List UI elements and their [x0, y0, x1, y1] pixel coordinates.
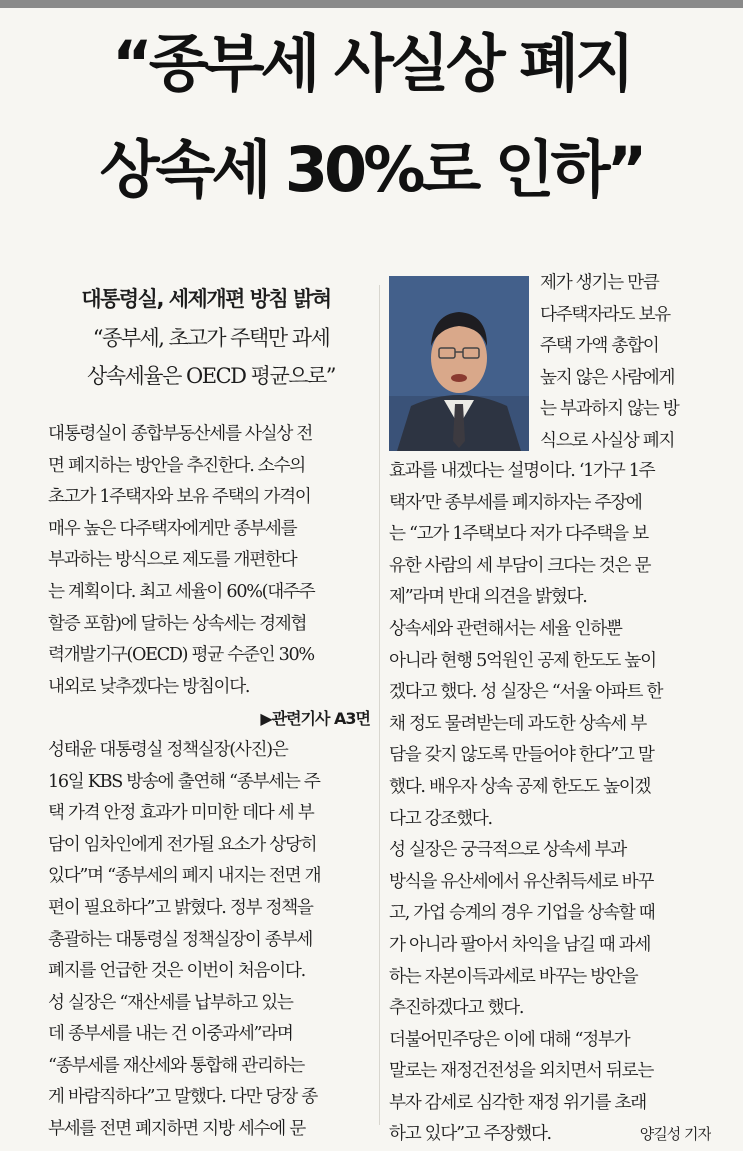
body-text: 제가 생기는 만큼	[540, 273, 659, 293]
body-text-line	[389, 1088, 711, 1120]
body-text-line	[389, 646, 711, 678]
body-text-line	[389, 456, 711, 488]
body-text: 력개발기구(OECD) 평균 수준인 30%	[48, 645, 314, 666]
body-text: 데 종부세를 내는 건 이중과세”라며	[48, 1024, 293, 1045]
body-text: 는 부과하지 않는 방	[540, 399, 679, 420]
body-text-line	[389, 867, 711, 899]
body-text-line	[48, 545, 370, 577]
body-text: 추진하겠다고 했다.	[389, 998, 524, 1019]
body-text: 있다”며 “종부세의 폐지 내지는 전면 개	[48, 866, 321, 887]
body-text: 담을 갖지 않도록 만들어야 한다”고 말	[389, 745, 654, 766]
body-text-line	[540, 331, 710, 363]
body-text: 초고가 1주택자와 보유 주택의 가격이	[48, 487, 311, 508]
body-text-line	[48, 956, 370, 988]
body-text-line	[48, 830, 370, 862]
subquote-line-2: 상속세율은 OECD 평균으로”	[86, 364, 336, 388]
body-text: 내외로 낮추겠다는 방침이다.	[48, 676, 250, 697]
body-text: 더불어민주당은 이에 대해 “정부가	[389, 1029, 630, 1050]
body-text-line	[540, 426, 710, 458]
body-text-line	[389, 804, 711, 836]
body-text: 성태윤 대통령실 정책실장(사진)은	[48, 739, 288, 760]
body-text: 게 바람직하다”고 말했다. 다만 당장 종	[48, 1087, 317, 1108]
body-text-line	[540, 300, 710, 332]
body-text-line	[389, 1056, 711, 1088]
body-text-line	[389, 740, 711, 772]
body-text: 택 가격 안정 효과가 미미한 데다 세 부	[48, 803, 314, 824]
body-text-line	[48, 988, 370, 1020]
body-text: 는 계획이다. 최고 세율이 60%(대주주	[48, 581, 315, 602]
body-text-line	[48, 1019, 370, 1051]
body-text: 는 “고가 1주택보다 저가 다주택을 보	[389, 524, 648, 545]
subquote-line-1: “종부세, 초고가 주택만 과세	[92, 326, 330, 350]
body-text: 담이 임차인에게 전가될 요소가 상당히	[48, 834, 317, 855]
body-text-line	[389, 677, 711, 709]
related-article-link[interactable]: ▶관련기사 A3면	[260, 709, 370, 729]
body-text: 다고 강조했다.	[389, 808, 492, 829]
body-text: 겠다고 했다. 성 실장은 “서울 아파트 한	[389, 682, 663, 703]
body-text: 총괄하는 대통령실 정책실장이 종부세	[48, 929, 313, 950]
body-text: 성 실장은 “재산세를 납부하고 있는	[48, 992, 293, 1013]
body-text-line	[48, 609, 370, 641]
body-text: 16일 KBS 방송에 출연해 “종부세는 주	[48, 771, 320, 792]
body-text-line	[540, 363, 710, 395]
body-text-line	[48, 514, 370, 546]
body-text-line	[48, 419, 370, 451]
body-text: 주택 가액 총합이	[540, 336, 659, 357]
body-text-line	[389, 1025, 711, 1057]
body-text-line	[389, 898, 711, 930]
body-text: 다주택자라도 보유	[540, 304, 670, 325]
body-text: 말로는 재정건전성을 외치면서 뒤로는	[389, 1061, 654, 1082]
body-text-line	[48, 735, 370, 767]
body-text-line	[48, 925, 370, 957]
headline-line-1: “종부세 사실상 폐지	[111, 27, 632, 100]
body-text: 성 실장은 궁극적으로 상속세 부과	[389, 840, 626, 861]
body-text: 상속세와 관련해서는 세율 인하뿐	[389, 618, 622, 639]
body-text-line	[540, 394, 710, 426]
body-text: 부자 감세로 심각한 재정 위기를 초래	[389, 1092, 646, 1113]
body-text: 택자’만 종부세를 폐지하자는 주장에	[389, 492, 642, 513]
right-column	[389, 456, 711, 1151]
body-text-line	[389, 582, 711, 614]
body-text: 매우 높은 다주택자에게만 종부세를	[48, 518, 297, 539]
body-text-line	[48, 1051, 370, 1083]
body-text-line	[389, 962, 711, 994]
body-text: 부과하는 방식으로 제도를 개편한다	[48, 550, 297, 571]
body-text: 편이 필요하다”고 밝혔다. 정부 정책을	[48, 897, 313, 918]
body-text: 높지 않은 사람에게	[540, 367, 675, 388]
body-text: 방식을 유산세에서 유산취득세로 바꾸	[389, 871, 654, 892]
body-text-line	[48, 1114, 370, 1146]
subhead: 대통령실, 세제개편 방침 밝혀	[81, 287, 331, 311]
body-text-line	[389, 709, 711, 741]
body-text: 면 폐지하는 방안을 추진한다. 소수의	[48, 455, 305, 476]
body-text: 대통령실이 종합부동산세를 사실상 전	[48, 424, 313, 444]
reporter-byline: 양길성 기자	[639, 1125, 711, 1144]
body-text-line	[48, 672, 370, 704]
body-text: 제”라며 반대 의견을 밝혔다.	[389, 587, 587, 608]
body-text-line	[389, 519, 711, 551]
body-text-line	[389, 1119, 711, 1151]
left-column	[48, 419, 370, 1146]
body-text-line	[48, 577, 370, 609]
headline-line-2: 상속세 30%로 인하”	[99, 133, 644, 206]
top-edge-bar	[0, 0, 743, 8]
body-text-line	[389, 930, 711, 962]
body-text: 식으로 사실상 폐지	[540, 430, 675, 451]
body-text: 폐지를 언급한 것은 이번이 처음이다.	[48, 961, 305, 982]
body-text: 유한 사람의 세 부담이 크다는 것은 문	[389, 555, 651, 576]
body-text-line	[48, 861, 370, 893]
body-text: 고, 가업 승계의 경우 기업을 상속할 때	[389, 903, 655, 924]
body-text-line	[48, 482, 370, 514]
body-text: 할증 포함)에 달하는 상속세는 경제협	[48, 613, 307, 634]
body-text-line	[48, 640, 370, 672]
body-text: 했다. 배우자 상속 공제 한도도 높이겠	[389, 776, 651, 797]
body-text-line	[389, 772, 711, 804]
body-text-line	[389, 488, 711, 520]
column-divider	[379, 285, 380, 1125]
body-text-line	[389, 551, 711, 583]
body-text-line	[48, 767, 370, 799]
body-text: 부세를 전면 폐지하면 지방 세수에 문	[48, 1119, 305, 1140]
body-text: 효과를 내겠다는 설명이다. ‘1가구 1주	[389, 461, 655, 481]
body-text: 가 아니라 팔아서 차익을 남길 때 과세	[389, 934, 651, 955]
body-text: 하고 있다”고 주장했다.	[389, 1124, 551, 1145]
body-text-line	[48, 798, 370, 830]
body-text-line	[48, 451, 370, 483]
right-column-beside-photo	[540, 268, 710, 458]
body-text-line	[389, 614, 711, 646]
body-text: “종부세를 재산세와 통합해 관리하는	[48, 1055, 305, 1076]
body-text-line	[540, 268, 710, 300]
body-text: 아니라 현행 5억원인 공제 한도도 높이	[389, 650, 656, 671]
article-photo	[389, 276, 529, 451]
body-text-line	[48, 893, 370, 925]
body-text-line	[389, 993, 711, 1025]
body-text: 채 정도 물려받는데 과도한 상속세 부	[389, 713, 646, 734]
body-text-line	[48, 1082, 370, 1114]
body-text-line	[389, 835, 711, 867]
person-photo-illustration	[389, 276, 529, 451]
body-text: 하는 자본이득과세로 바꾸는 방안을	[389, 966, 638, 987]
